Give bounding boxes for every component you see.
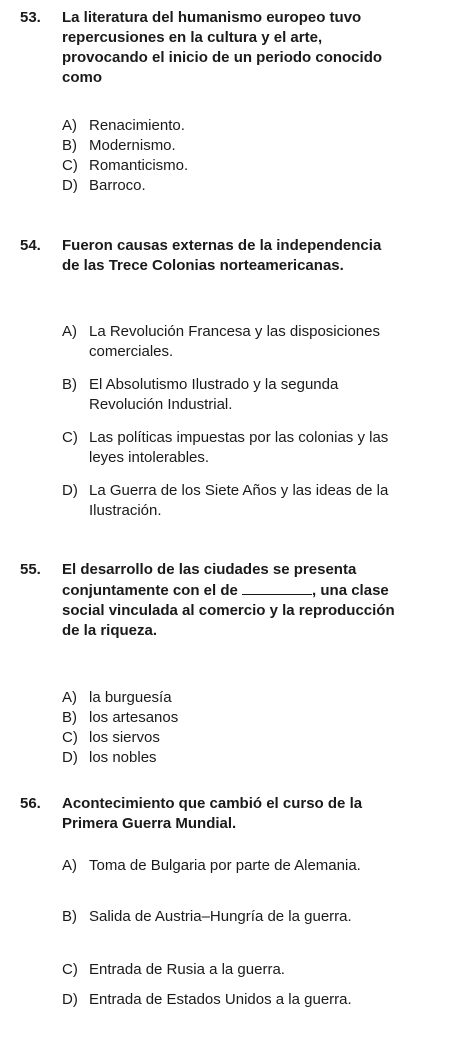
option-c[interactable]	[62, 960, 402, 980]
option-letter: A)	[62, 323, 77, 340]
option-text: los nobles	[89, 749, 157, 766]
option-b[interactable]	[62, 136, 402, 156]
question-number: 53.	[20, 9, 41, 26]
stem-text-before: El desarrollo de las ciudades se presenta conjuntamente con el de	[62, 561, 357, 599]
option-text: El Absolutismo Ilustrado y la segunda Revolución Industrial.	[89, 376, 339, 413]
option-letter: C)	[62, 429, 78, 446]
option-letter: D)	[62, 482, 78, 499]
option-letter: B)	[62, 709, 77, 726]
option-text: Renacimiento.	[89, 117, 185, 134]
option-letter: B)	[62, 137, 77, 154]
option-b[interactable]	[62, 907, 402, 927]
fill-in-blank	[242, 580, 312, 595]
option-a[interactable]	[62, 116, 402, 136]
option-text: Modernismo.	[89, 137, 176, 154]
option-text: La Revolución Francesa y las disposiciones comerciales.	[89, 323, 380, 360]
option-letter: C)	[62, 729, 78, 746]
option-letter: D)	[62, 749, 78, 766]
option-text: los siervos	[89, 729, 160, 746]
option-d[interactable]	[62, 990, 402, 1010]
option-letter: C)	[62, 961, 78, 978]
option-b[interactable]	[62, 708, 402, 728]
option-letter: C)	[62, 157, 78, 174]
option-a[interactable]	[62, 688, 402, 708]
option-text: Entrada de Rusia a la guerra.	[89, 961, 285, 978]
option-text: Las políticas impuestas por las colonias y las leyes intolerables.	[89, 429, 389, 466]
option-c[interactable]	[62, 156, 402, 176]
option-c[interactable]	[62, 428, 402, 468]
option-d[interactable]	[62, 748, 402, 768]
question-number: 54.	[20, 237, 41, 254]
option-b[interactable]	[62, 375, 402, 415]
option-text: Salida de Austria–Hungría de la guerra.	[89, 908, 352, 925]
option-text: La Guerra de los Siete Años y las ideas de la Ilustración.	[89, 482, 389, 519]
option-d[interactable]	[62, 176, 402, 196]
option-text: Toma de Bulgaria por parte de Alemania.	[89, 857, 361, 874]
option-letter: B)	[62, 908, 77, 925]
stem-text-after: , una clase social vinculada al comercio y la reproducción de la riqueza.	[62, 582, 395, 639]
option-letter: A)	[62, 689, 77, 706]
option-text: Barroco.	[89, 177, 146, 194]
question-stem: Acontecimiento que cambió el curso de la Primera Guerra Mundial.	[62, 795, 363, 832]
question-stem: Fueron causas externas de la independencia de las Trece Colonias norteamericanas.	[62, 237, 382, 274]
option-text: Romanticismo.	[89, 157, 189, 174]
question-stem: La literatura del humanismo europeo tuvo repercusiones en la cultura y el arte, provocando el inicio de un periodo conocido como	[62, 9, 383, 86]
option-letter: D)	[62, 991, 78, 1008]
option-text: Entrada de Estados Unidos a la guerra.	[89, 991, 352, 1008]
option-letter: D)	[62, 177, 78, 194]
option-letter: A)	[62, 857, 77, 874]
option-d[interactable]	[62, 481, 402, 521]
option-text: los artesanos	[89, 709, 179, 726]
option-a[interactable]	[62, 322, 402, 362]
option-text: la burguesía	[89, 689, 172, 706]
option-letter: A)	[62, 117, 77, 134]
question-number: 55.	[20, 561, 41, 578]
question-number: 56.	[20, 795, 41, 812]
option-a[interactable]	[62, 856, 402, 876]
question-stem	[62, 560, 402, 641]
option-letter: B)	[62, 376, 77, 393]
option-c[interactable]	[62, 728, 402, 748]
